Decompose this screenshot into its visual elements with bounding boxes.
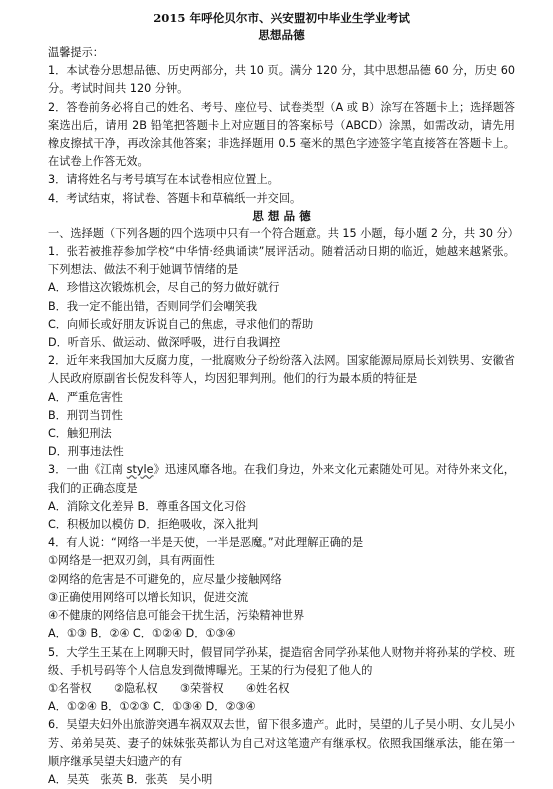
- exam-subtitle: 思想品德: [258, 28, 305, 42]
- section-title: 思 想 品 德: [252, 208, 311, 223]
- question-stem: [48, 461, 515, 497]
- question-stem: 2．近年来我国加大反腐力度，一批腐败分子纷纷落入法网。国家能源局原局长刘铁男、安徽省人民政府原副省长倪发科等人，均因犯罪判刑。他们的行为最本质的特征是: [48, 354, 515, 386]
- question-option: D．听音乐、做运动、做深呼吸，进行自我调控: [48, 336, 281, 350]
- question-option: A．①③ B．②④ C．①②④ D．①③④: [48, 627, 236, 641]
- question-option: ①网络是一把双刃剑，具有两面性: [48, 554, 215, 568]
- question-stem: 5．大学生王某在上网聊天时，假冒同学孙某，提造宿舍同学孙某他人财物并将孙某的学校、班级、手机号码等个人信息发到微博曝光。王某的行为侵犯了他人的: [48, 645, 515, 677]
- song-title-word: style: [126, 463, 154, 477]
- question-option: D．刑事违法性: [48, 445, 124, 459]
- tip-item: 2．答卷前务必将自己的姓名、考号、座位号、试卷类型（A 或 B）涂写在答题卡上；选择题答案选出后，请用 2B 铅笔把答题卡上对应题目的答案标号（ABCD）涂黑，如需改动，请先用橡皮擦拭干净，再改涂其他答案；非选择题用 0.5 毫米的黑色字迹签字笔直接答在答题卡上。在试卷上作答无效。: [48, 100, 515, 169]
- question-option: ④不健康的网络信息可能会干扰生活，污染精神世界: [48, 609, 305, 623]
- question-stem-part: 3．一曲《江南: [48, 463, 127, 477]
- question-stem: 1．张若被推荐参加学校“中华情·经典诵读”展评活动。随着活动日期的临近，她越来越紧张。下列想法、做法不利于她调节情绪的是: [48, 245, 515, 277]
- question-option: B．刑罚当罚性: [48, 408, 123, 422]
- question-option: ③正确使用网络可以增长知识，促进交流: [48, 590, 249, 604]
- tip-item: 3．请将姓名与考号填写在本试卷相应位置上。: [48, 173, 279, 187]
- question-option: A．吴英 张英 B．张英 吴小明: [48, 772, 213, 786]
- tip-item: 4．考试结束，将试卷、答题卡和草稿纸一并交回。: [48, 191, 302, 205]
- exam-title: 2015 年呼伦贝尔市、兴安盟初中毕业生学业考试: [153, 11, 410, 25]
- tips-heading: 温馨提示：: [48, 46, 104, 59]
- tip-item: 1．本试卷分思想品德、历史两部分，共 10 页。满分 120 分，其中思想品德 60 分，历史 60 分。考试时间共 120 分钟。: [48, 64, 515, 96]
- question-option: C．触犯刑法: [48, 427, 112, 441]
- question-option: A．珍惜这次锻炼机会，尽自己的努力做好就行: [48, 281, 280, 295]
- question-option: A．①②④ B．①②③ C．①③④ D．②③④: [48, 700, 256, 714]
- question-stem: 4．有人说：“网络一半是天使，一半是恶魔。”对此理解正确的是: [48, 536, 364, 550]
- question-option: ①名誉权 ②隐私权 ③荣誉权 ④姓名权: [48, 681, 290, 695]
- question-stem-part: 》迅速风靡各地。在我们身边，外来文化元素随处可见。对待外来文化，我们的正确态度是: [48, 463, 515, 495]
- question-option: C．向师长或好朋友诉说自己的焦虑，寻求他们的帮助: [48, 317, 314, 331]
- section-instruction: 一、选择题（下列各题的四个选项中只有一个符合题意。共 15 小题，每小题 2 分，共 30 分）: [48, 226, 519, 240]
- question-option: A．严重危害性: [48, 390, 123, 404]
- question-stem: 6．吴望夫妇外出旅游突遇车祸双双去世，留下很多遗产。此时，吴望的儿子吴小明、女儿吴小芳、弟弟吴英、妻子的妹妹张英都认为自己对这笔遗产有继承权。依照我国继承法，能在第一顺序继承吴望夫妇遗产的有: [48, 718, 515, 768]
- question-option: ②网络的危害是不可避免的，应尽量少接触网络: [48, 572, 282, 586]
- question-option: B．我一定不能出错，否则同学们会嘲笑我: [48, 299, 258, 313]
- question-option: A．消除文化差异 B．尊重各国文化习俗: [48, 499, 246, 513]
- question-option: C．积极加以模仿 D．拒绝吸收，深入批判: [48, 518, 259, 532]
